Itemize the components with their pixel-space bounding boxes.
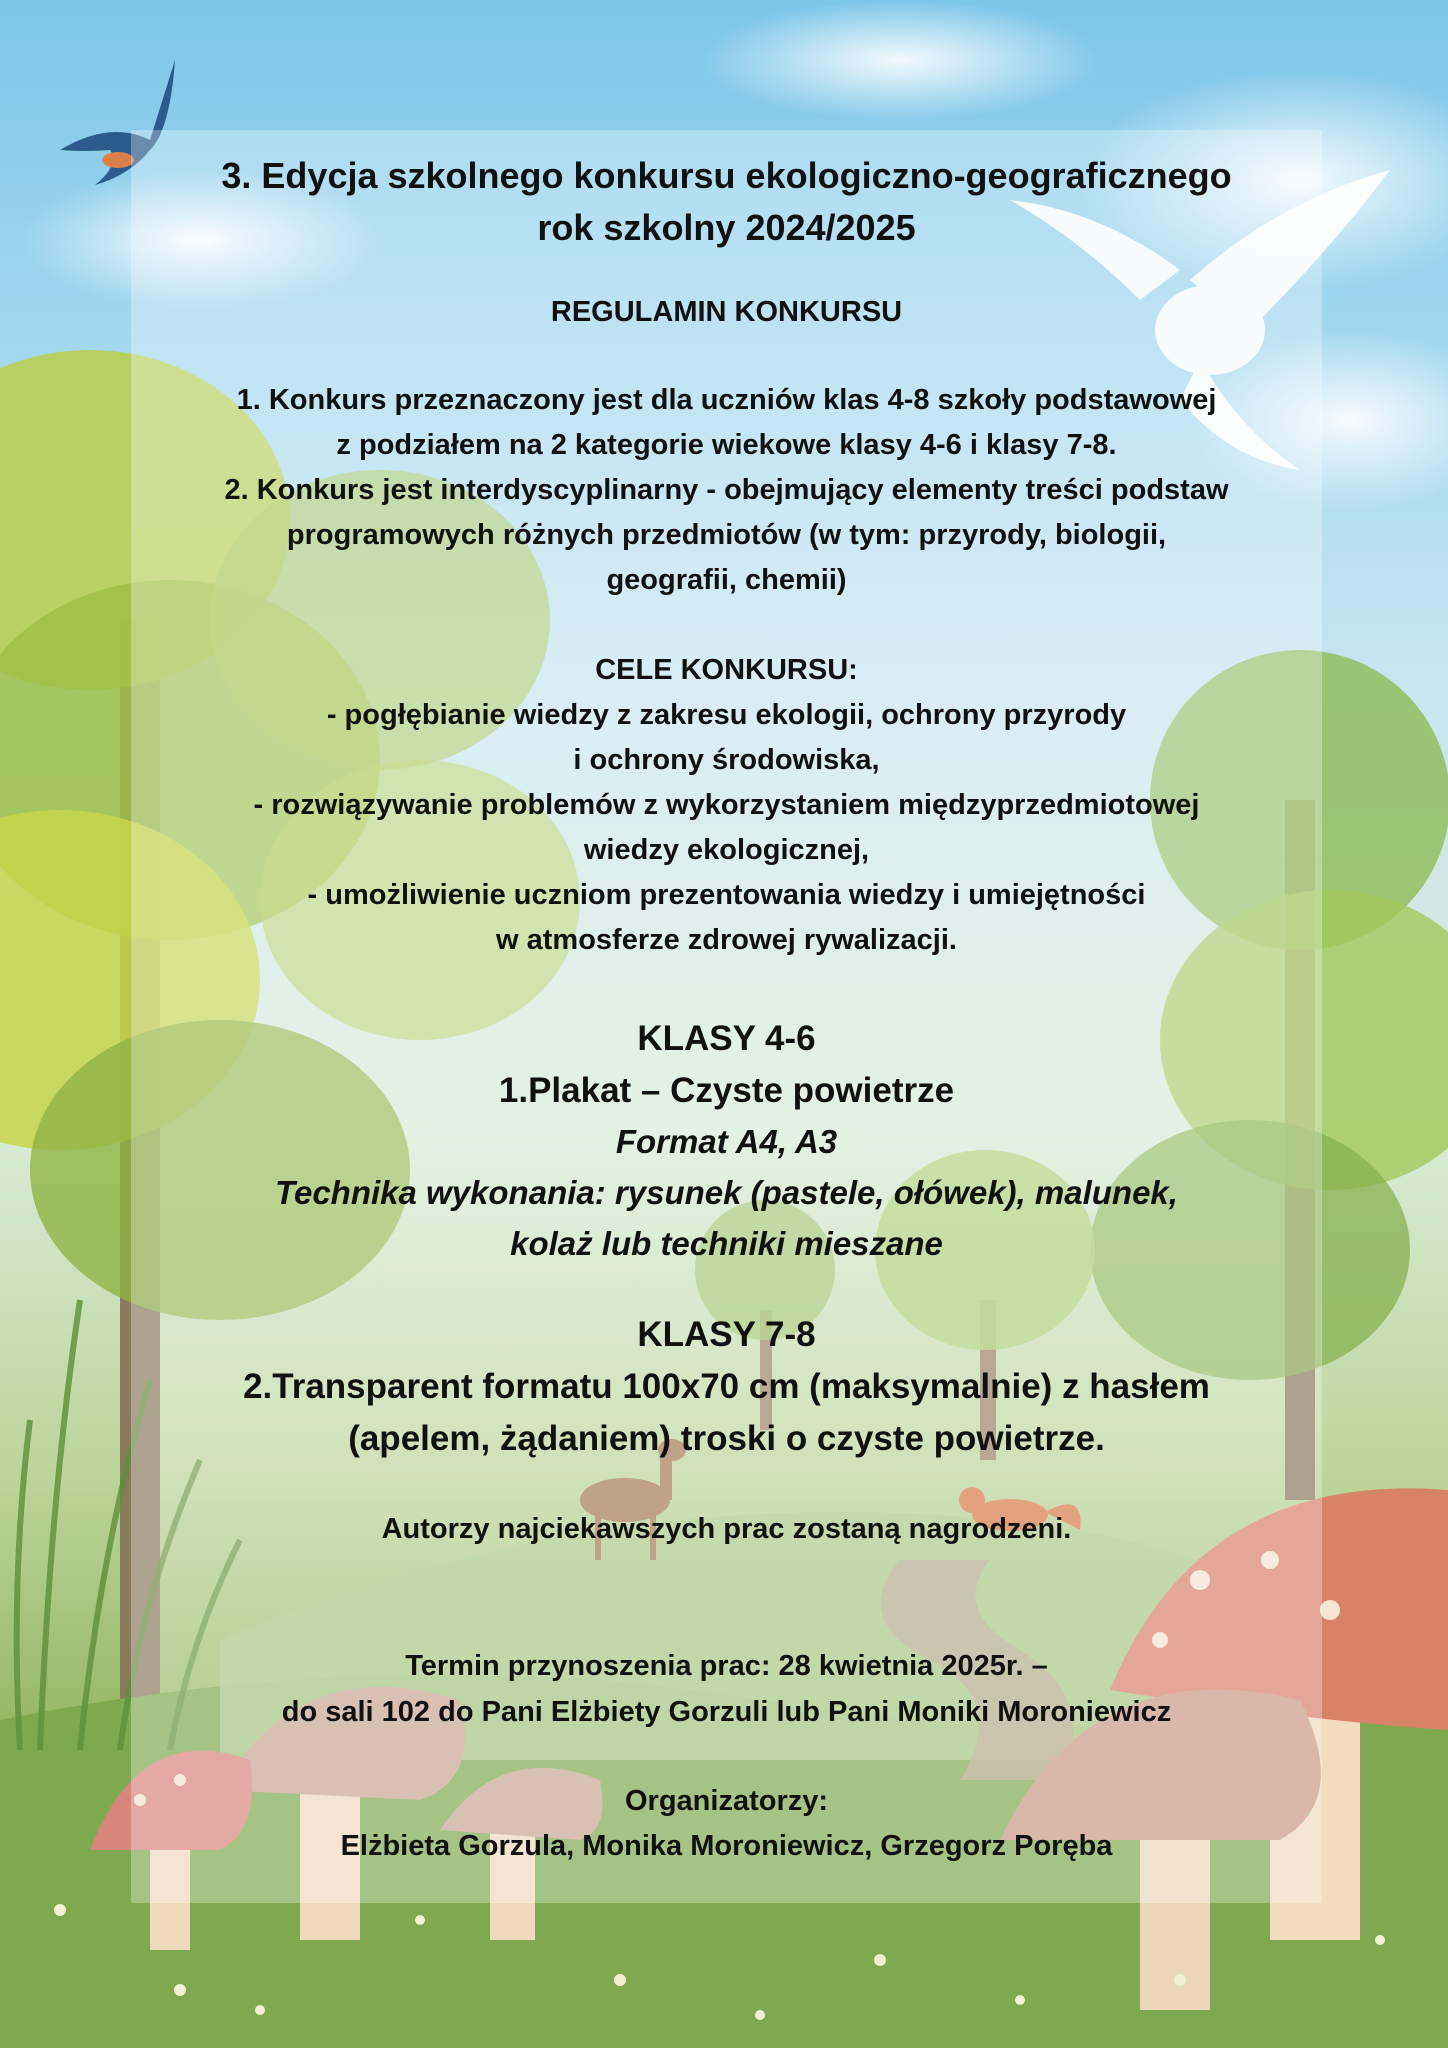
page-title: [131, 150, 1322, 254]
poster-content: [131, 130, 1322, 1869]
organizers-names: Elżbieta Gorzula, Monika Moroniewicz, Grzegorz Poręba: [340, 1830, 1113, 1862]
deadline-line-2: do sali 102 do Pani Elżbiety Gorzuli lub Pani Moniki Moroniewicz: [281, 1696, 1172, 1728]
goals-heading: CELE KONKURSU:: [595, 654, 858, 686]
category-1-task: 1.Plakat – Czyste powietrze: [498, 1071, 955, 1110]
goal-line-2: i ochrony środowiska,: [573, 744, 880, 776]
rule-2-line-1: 2. Konkurs jest interdyscyplinarny - obejmujący elementy treści podstaw: [224, 474, 1229, 506]
goal-line-3: - rozwiązywanie problemów z wykorzystaniem międzyprzedmiotowej: [253, 789, 1200, 821]
rule-2-line-2: programowych różnych przedmiotów (w tym: przyrody, biologii,: [286, 519, 1167, 551]
deadline-line-1: Termin przynoszenia prac: 28 kwietnia 2025r. –: [405, 1650, 1048, 1682]
deadline-info: [131, 1643, 1322, 1735]
category-2-task-line-1: 2.Transparent formatu 100x70 cm (maksymalnie) z hasłem: [243, 1367, 1210, 1406]
title-line-1: 3. Edycja szkolnego konkursu ekologiczno-geograficznego: [221, 155, 1232, 196]
category-2-task: [131, 1361, 1322, 1465]
regulations-rules: [131, 378, 1322, 603]
goal-line-5: - umożliwienie uczniom prezentowania wiedzy i umiejętności: [307, 879, 1146, 911]
category-2-heading: KLASY 7-8: [637, 1315, 816, 1354]
goals-list: [131, 693, 1322, 963]
category-1-technique: [131, 1167, 1322, 1269]
category-2-task-line-2: (apelem, żądaniem) troski o czyste powietrze.: [348, 1419, 1105, 1458]
goal-line-1: - pogłębianie wiedzy z zakresu ekologii, ochrony przyrody: [326, 699, 1127, 731]
technique-line-1: Technika wykonania: rysunek (pastele, ołówek), malunek,: [275, 1174, 1178, 1211]
title-line-2: rok szkolny 2024/2025: [537, 207, 916, 248]
rule-2-line-3: geografii, chemii): [606, 564, 847, 596]
regulations-heading: REGULAMIN KONKURSU: [550, 296, 903, 328]
goal-line-6: w atmosferze zdrowej rywalizacji.: [496, 924, 957, 956]
organizers-heading: Organizatorzy:: [624, 1785, 829, 1817]
category-1-heading: KLASY 4-6: [637, 1019, 816, 1058]
category-1-format: Format A4, A3: [615, 1123, 838, 1160]
rule-1-line-1: 1. Konkurs przeznaczony jest dla uczniów klas 4-8 szkoły podstawowej: [236, 384, 1217, 416]
award-note: Autorzy najciekawszych prac zostaną nagrodzeni.: [381, 1513, 1072, 1545]
rule-1-line-2: z podziałem na 2 kategorie wiekowe klasy 4-6 i klasy 7-8.: [336, 429, 1117, 461]
technique-line-2: kolaż lub techniki mieszane: [510, 1225, 943, 1262]
goal-line-4: wiedzy ekologicznej,: [583, 834, 870, 866]
